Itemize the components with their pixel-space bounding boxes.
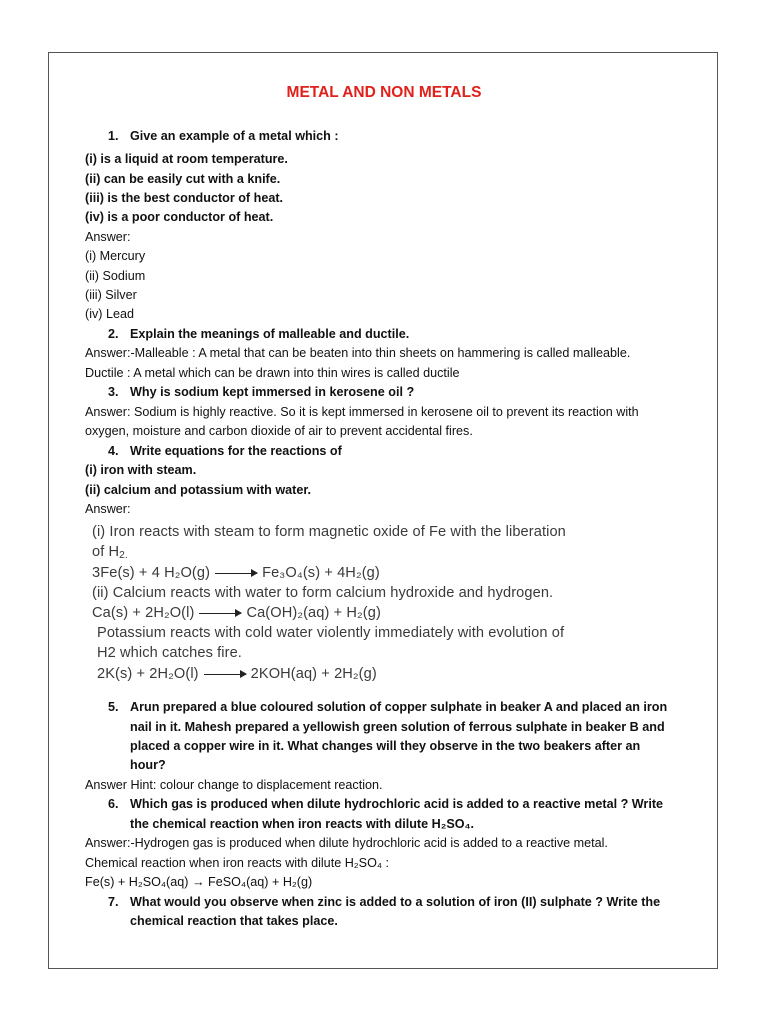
question-number: 3. — [108, 385, 119, 399]
answer-line: Answer: Sodium is highly reactive. So it is kept immersed in kerosene oil to prevent its reaction with — [85, 405, 639, 419]
arrow-icon — [199, 613, 241, 614]
equation-1 — [92, 565, 380, 581]
question-number: 4. — [108, 444, 119, 458]
question-number: 2. — [108, 327, 119, 341]
question-text: Give an example of a metal which : — [130, 129, 339, 143]
arrow-icon — [204, 674, 246, 675]
equation-right: 2KOH(aq) + 2H₂(g) — [250, 666, 377, 682]
image-text-line: (i) Iron reacts with steam to form magnetic oxide of Fe with the liberation — [92, 524, 566, 540]
question-part: (ii) can be easily cut with a knife. — [85, 172, 281, 186]
question-text: placed a copper wire in it. What changes will they observe in the two beakers after an — [130, 739, 641, 753]
question-text: Explain the meanings of malleable and ductile. — [130, 327, 410, 341]
question-text: Why is sodium kept immersed in kerosene oil ? — [130, 385, 415, 399]
answer-line: Answer:-Malleable : A metal that can be beaten into thin sheets on hammering is called malleable. — [85, 346, 631, 360]
answer-line: (i) Mercury — [85, 249, 146, 263]
answer-line: Answer:-Hydrogen gas is produced when dilute hydrochloric acid is added to a reactive metal. — [85, 836, 608, 850]
question-text: Which gas is produced when dilute hydrochloric acid is added to a reactive metal ? Write — [130, 797, 664, 811]
equation-right: Ca(OH)₂(aq) + H₂(g) — [246, 605, 381, 621]
question-text: chemical reaction that takes place. — [130, 914, 338, 928]
equation-line: Fe(s) + H₂SO₄(aq) → FeSO₄(aq) + H₂(g) — [85, 875, 313, 889]
answer-label: Answer: — [85, 502, 131, 516]
question-1 — [108, 129, 339, 144]
image-text-line: H2 which catches fire. — [97, 645, 242, 661]
answer-line: (iv) Lead — [85, 307, 134, 321]
page-title: METAL AND NON METALS — [286, 84, 482, 101]
image-text-line: (ii) Calcium reacts with water to form calcium hydroxide and hydrogen. — [92, 585, 554, 601]
image-text: of H — [92, 544, 120, 560]
image-text-sub: 2. — [119, 550, 128, 561]
answer-line: oxygen, moisture and carbon dioxide of air to prevent accidental fires. — [85, 424, 473, 438]
image-text-line — [92, 544, 128, 560]
equation-right: Fe₃O₄(s) + 4H₂(g) — [262, 565, 380, 581]
equation-2 — [92, 605, 381, 621]
question-part: (iv) is a poor conductor of heat. — [85, 210, 274, 224]
image-text-line: Potassium reacts with cold water violently immediately with evolution of — [97, 625, 565, 641]
question-part: (i) iron with steam. — [85, 463, 197, 477]
question-3 — [108, 385, 414, 400]
question-text: nail in it. Mahesh prepared a yellowish green solution of ferrous sulphate in beaker B and — [130, 720, 665, 734]
answer-label: Answer: — [85, 230, 131, 244]
answer-line: (iii) Silver — [85, 288, 137, 302]
question-part: (iii) is the best conductor of heat. — [85, 191, 284, 205]
question-text: Arun prepared a blue coloured solution of copper sulphate in beaker A and placed an iron — [130, 700, 668, 714]
question-text: Write equations for the reactions of — [130, 444, 342, 458]
question-7 — [108, 895, 660, 910]
question-text: What would you observe when zinc is added to a solution of iron (II) sulphate ? Write the — [130, 895, 661, 909]
question-4 — [108, 444, 342, 459]
arrow-icon — [215, 573, 257, 574]
question-part: (i) is a liquid at room temperature. — [85, 152, 288, 166]
answer-line: Ductile : A metal which can be drawn into thin wires is called ductile — [85, 366, 460, 380]
answer-line: Chemical reaction when iron reacts with dilute H₂SO₄ : — [85, 856, 390, 870]
question-part: (ii) calcium and potassium with water. — [85, 483, 312, 497]
question-6 — [108, 797, 663, 812]
question-text: hour? — [130, 758, 166, 772]
answer-line: Answer Hint: colour change to displacement reaction. — [85, 778, 383, 792]
question-5 — [108, 700, 667, 715]
equation-left: Ca(s) + 2H₂O(l) — [92, 605, 195, 621]
question-number: 1. — [108, 129, 119, 143]
question-number: 5. — [108, 700, 119, 714]
question-number: 7. — [108, 895, 119, 909]
question-number: 6. — [108, 797, 119, 811]
question-text: the chemical reaction when iron reacts with dilute H₂SO₄. — [130, 817, 475, 831]
answer-line: (ii) Sodium — [85, 269, 146, 283]
equation-left: 2K(s) + 2H₂O(l) — [97, 666, 199, 682]
question-2 — [108, 327, 409, 342]
equation-left: 3Fe(s) + 4 H₂O(g) — [92, 565, 211, 581]
equation-3 — [97, 666, 377, 682]
